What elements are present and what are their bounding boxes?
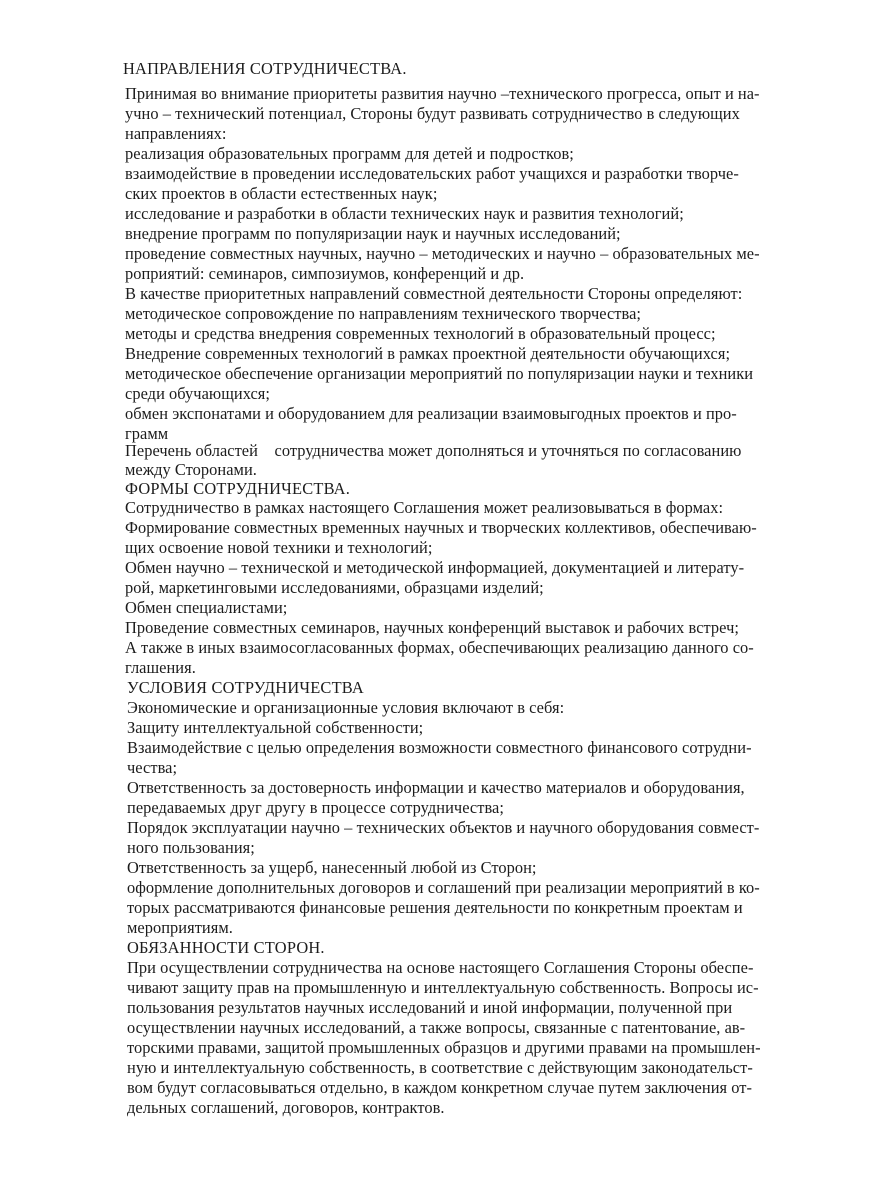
text-line: оформление дополнительных договоров и соглашений при реализации мероприятий в ко-	[127, 878, 760, 897]
text-line: Взаимодействие с целью определения возможности совместного финансового сотрудни-	[127, 738, 752, 757]
text-line: среди обучающихся;	[125, 384, 270, 403]
text-line: реализация образовательных программ для детей и подростков;	[125, 144, 574, 163]
text-line: между Сторонами.	[125, 460, 257, 479]
text-line: осуществлении научных исследований, а также вопросы, связанные с патентование, ав-	[127, 1018, 746, 1037]
text-line: Принимая во внимание приоритеты развития научно –технического прогресса, опыт и на-	[125, 84, 760, 103]
text-line: щих освоение новой техники и технологий;	[125, 538, 433, 557]
text-line: чивают защиту прав на промышленную и интеллектуальную собственность. Вопросы ис-	[127, 978, 759, 997]
text-line: Обмен научно – технической и методической информацией, документацией и литерату-	[125, 558, 745, 577]
text-line: Внедрение современных технологий в рамках проектной деятельности обучающихся;	[125, 344, 731, 363]
text-line: ную и интеллектуальную собственность, в соответствие с действующим законодательст-	[127, 1058, 753, 1077]
text-line: Экономические и организационные условия включают в себя:	[127, 698, 565, 717]
text-line: Порядок эксплуатации научно – технических объектов и научного оборудования совмест-	[127, 818, 760, 837]
text-line: Формирование совместных временных научных и творческих коллективов, обеспечиваю-	[125, 518, 757, 537]
text-line: торскими правами, защитой промышленных образцов и другими правами на промышлен-	[127, 1038, 761, 1057]
text-line: торых рассматриваются финансовые решения деятельности по конкретным проектам и	[127, 898, 743, 917]
text-line: проведение совместных научных, научно – методических и научно – образовательных ме-	[125, 244, 760, 263]
text-line: Ответственность за достоверность информации и качество материалов и оборудования,	[127, 778, 745, 797]
text-line: ских проектов в области естественных наук;	[125, 184, 438, 203]
section-heading-obligations: ОБЯЗАННОСТИ СТОРОН.	[127, 938, 325, 957]
text-line: Ответственность за ущерб, нанесенный любой из Сторон;	[127, 858, 537, 877]
text-line: А также в иных взаимосогласованных формах, обеспечивающих реализацию данного со-	[125, 638, 754, 657]
text-line: Перечень областей сотрудничества может дополняться и уточняться по согласованию	[125, 441, 742, 460]
text-line: чества;	[127, 758, 178, 777]
text-line: роприятий: семинаров, симпозиумов, конференций и др.	[125, 264, 525, 283]
text-line: В качестве приоритетных направлений совместной деятельности Стороны определяют:	[125, 284, 743, 303]
text-line: При осуществлении сотрудничества на основе настоящего Соглашения Стороны обеспе-	[127, 958, 754, 977]
text-line: методы и средства внедрения современных технологий в образовательный процесс;	[125, 324, 716, 343]
text-line: пользования результатов научных исследований и иной информации, полученной при	[127, 998, 733, 1017]
text-line: дельных соглашений, договоров, контрактов.	[127, 1098, 445, 1117]
section-heading-forms: ФОРМЫ СОТРУДНИЧЕСТВА.	[125, 479, 350, 498]
text-line: вом будут согласовываться отдельно, в каждом конкретном случае путем заключения от-	[127, 1078, 753, 1097]
text-line: глашения.	[125, 658, 196, 677]
text-line: внедрение программ по популяризации наук и научных исследований;	[125, 224, 621, 243]
text-line: методическое сопровождение по направлениям технического творчества;	[125, 304, 642, 323]
text-line: ного пользования;	[127, 838, 255, 857]
text-line: обмен экспонатами и оборудованием для реализации взаимовыгодных проектов и про-	[125, 404, 737, 423]
section-heading-directions: НАПРАВЛЕНИЯ СОТРУДНИЧЕСТВА.	[123, 59, 407, 78]
text-line: передаваемых друг другу в процессе сотрудничества;	[127, 798, 504, 817]
text-line: Обмен специалистами;	[125, 598, 288, 617]
text-line: направлениях:	[125, 124, 227, 143]
text-line: Проведение совместных семинаров, научных конференций выставок и рабочих встреч;	[125, 618, 739, 637]
text-line: методическое обеспечение организации мероприятий по популяризации науки и техники	[125, 364, 754, 383]
text-line: взаимодействие в проведении исследовательских работ учащихся и разработки творче-	[125, 164, 739, 183]
text-line: исследование и разработки в области технических наук и развития технологий;	[125, 204, 684, 223]
section-heading-conditions: УСЛОВИЯ СОТРУДНИЧЕСТВА	[127, 678, 364, 697]
text-line: мероприятиям.	[127, 918, 233, 937]
text-line: Защиту интеллектуальной собственности;	[127, 718, 424, 737]
text-line: рой, маркетинговыми исследованиями, образцами изделий;	[125, 578, 544, 597]
text-line: грамм	[125, 424, 169, 443]
text-line: Сотрудничество в рамках настоящего Соглашения может реализовываться в формах:	[125, 498, 724, 517]
text-line: учно – технический потенциал, Стороны будут развивать сотрудничество в следующих	[125, 104, 740, 123]
